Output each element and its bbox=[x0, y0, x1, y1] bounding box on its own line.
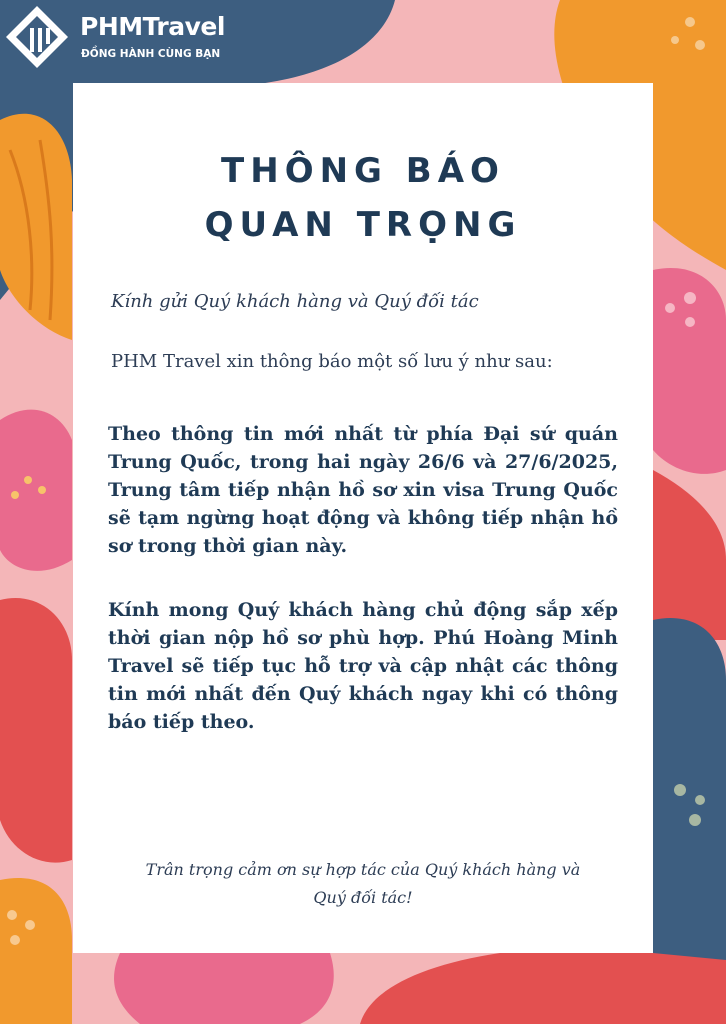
notice-paragraph-1: Theo thông tin mới nhất từ phía Đại sứ quán Trung Quốc, trong hai ngày 26/6 và 27/6/2025, Trung tâm tiếp nhận hồ sơ xin visa Trung Quốc sẽ tạm ngừng hoạt động và không tiếp nhận hồ sơ trong thời gian này. bbox=[108, 423, 618, 557]
brand-name: PHMTravel bbox=[80, 12, 225, 41]
brand-logo bbox=[4, 4, 254, 70]
orange-blob-bottom-left bbox=[0, 878, 72, 1024]
coral-blob-left bbox=[0, 598, 72, 863]
notice-greeting: Kính gửi Quý khách hàng và Quý đối tác bbox=[111, 291, 479, 312]
brand-tagline: ĐỒNG HÀNH CÙNG BẠN bbox=[81, 48, 221, 60]
notice-intro: PHM Travel xin thông báo một số lưu ý như sau: bbox=[111, 351, 553, 372]
notice-title-line1: THÔNG BÁO bbox=[221, 151, 505, 191]
pink-blob-left bbox=[0, 410, 72, 571]
navy-blob-right bbox=[653, 618, 726, 960]
pink-blob-bottom bbox=[114, 953, 334, 1024]
notice-title-line2: QUAN TRỌNG bbox=[204, 205, 522, 245]
notice-closing: Trân trọng cảm ơn sự hợp tác của Quý khách hàng và Quý đối tác! bbox=[145, 860, 581, 907]
logo-mark-icon bbox=[4, 4, 70, 70]
notice-card bbox=[73, 83, 653, 953]
notice-paragraph-2: Kính mong Quý khách hàng chủ động sắp xếp thời gian nộp hồ sơ phù hợp. Phú Hoàng Minh Travel sẽ tiếp tục hỗ trợ và cập nhật các thông tin mới nhất đến Quý khách ngay khi có thông báo tiếp theo. bbox=[108, 599, 618, 733]
